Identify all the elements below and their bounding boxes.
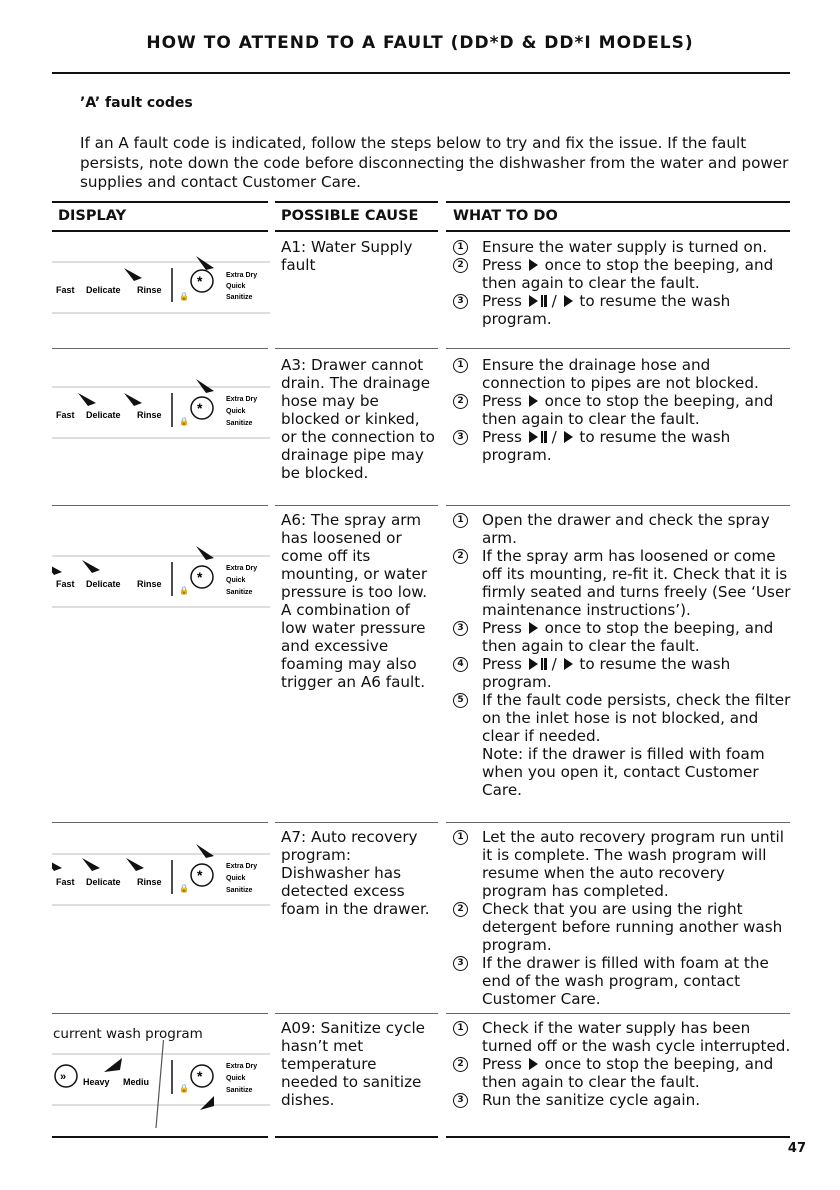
steps-a09 — [453, 1019, 793, 1109]
pause-bar-icon — [544, 431, 547, 443]
step-text: to resume the wash program. — [482, 292, 731, 328]
header-bottom-rule-todo — [446, 230, 790, 232]
step-text: If the drawer is filled with foam at the end of the wash program, contact Customer Care. — [482, 954, 769, 1008]
step-text: Press — [482, 256, 522, 274]
label-rinse: Rinse — [137, 285, 162, 295]
label-extra-dry: Extra Dry — [226, 1063, 258, 1070]
row-divider — [52, 1013, 268, 1014]
step-text: to resume the wash program. — [482, 428, 731, 464]
step-number-badge: 3 — [453, 621, 468, 636]
play-icon — [564, 295, 573, 307]
pause-bar-icon — [544, 295, 547, 307]
row-divider — [446, 822, 790, 823]
step-text: Run the sanitize cycle again. — [482, 1091, 701, 1109]
cause-a7: A7: Auto recovery program: Dishwasher has detected excess foam in the drawer. — [281, 828, 430, 918]
row-divider — [275, 348, 438, 349]
label-delicate: Delicate — [86, 410, 121, 420]
header-todo: WHAT TO DO — [453, 208, 558, 224]
label-rinse: Rinse — [137, 877, 162, 887]
label-fast: Fast — [56, 285, 75, 295]
step-item — [453, 1091, 793, 1109]
lock-icon: 🔒 — [179, 292, 189, 301]
play-icon — [564, 658, 573, 670]
label-heavy: Heavy — [83, 1077, 110, 1087]
pointer-arrow-icon — [196, 546, 214, 560]
table-top-rule-todo — [446, 201, 790, 203]
display-panel-a6 — [52, 542, 270, 632]
step-number-badge: 2 — [453, 394, 468, 409]
header-bottom-rule-display — [52, 230, 268, 232]
pointer-arrow-icon — [196, 379, 214, 393]
label-sanitize: Sanitize — [226, 589, 253, 596]
play-pause-icon — [527, 655, 547, 673]
pause-bar-icon — [541, 295, 544, 307]
step-text: Press — [482, 428, 522, 446]
label-fast: Fast — [56, 579, 75, 589]
step-text: / — [551, 428, 557, 446]
label-fast: Fast — [56, 877, 75, 887]
label-quick: Quick — [226, 1075, 246, 1082]
play-icon — [529, 259, 538, 271]
step-item — [453, 238, 793, 256]
play-icon — [529, 395, 538, 407]
label-sanitize: Sanitize — [226, 420, 253, 427]
lock-icon: 🔒 — [179, 884, 189, 893]
play-icon — [529, 295, 538, 307]
row-divider — [52, 348, 268, 349]
table-bottom-rule — [52, 1136, 268, 1138]
lock-icon: 🔒 — [179, 586, 189, 595]
table-top-rule-cause — [275, 201, 438, 203]
step-text: / — [551, 655, 557, 673]
step-text: If the spray arm has loosened or come off its mounting, re-fit it. Check that it is firmly seated and turns freely (See ‘User maintenance instructions’). — [482, 547, 791, 619]
table-bottom-rule — [446, 1136, 790, 1138]
pointer-arrow-icon — [82, 560, 100, 573]
display-panel-a3 — [52, 373, 270, 463]
svg-text:*: * — [197, 569, 203, 585]
pointer-arrow-icon — [126, 858, 144, 871]
page-title: HOW TO ATTEND TO A FAULT (DD*D & DD*I MODELS) — [146, 33, 694, 53]
row-divider — [52, 822, 268, 823]
pause-bar-icon — [541, 431, 544, 443]
play-icon — [529, 658, 538, 670]
row-divider — [446, 505, 790, 506]
step-number-badge: 3 — [453, 294, 468, 309]
svg-text:*: * — [197, 400, 203, 416]
label-sanitize: Sanitize — [226, 294, 253, 301]
header-display: DISPLAY — [58, 208, 127, 224]
step-item — [453, 428, 793, 464]
step-text: Ensure the water supply is turned on. — [482, 238, 768, 256]
play-icon — [564, 431, 573, 443]
label-fast: Fast — [56, 410, 75, 420]
step-item — [453, 511, 793, 547]
pause-bar-icon — [544, 658, 547, 670]
steps-a1 — [453, 238, 793, 328]
header-cause: POSSIBLE CAUSE — [281, 208, 419, 224]
display-panel-a7 — [52, 840, 270, 930]
step-item — [453, 1019, 793, 1055]
step-number-badge: 2 — [453, 258, 468, 273]
step-number-badge: 3 — [453, 1093, 468, 1108]
svg-text:*: * — [197, 1068, 203, 1084]
step-item — [453, 292, 793, 328]
pause-bar-icon — [541, 658, 544, 670]
row-divider — [52, 505, 268, 506]
svg-text:»: » — [60, 1071, 67, 1083]
label-sanitize: Sanitize — [226, 1087, 253, 1094]
display-panel-a09 — [52, 1040, 270, 1128]
page-number: 47 — [787, 1141, 806, 1156]
cause-a09: A09: Sanitize cycle hasn’t met temperature needed to sanitize dishes. — [281, 1019, 426, 1109]
label-delicate: Delicate — [86, 285, 121, 295]
current-wash-program-label: current wash program — [53, 1026, 203, 1042]
steps-a3 — [453, 356, 793, 464]
label-quick: Quick — [226, 577, 246, 584]
play-pause-icon — [527, 428, 547, 446]
cause-a6: A6: The spray arm has loosened or come off its mounting, or water pressure is too low. A combination of low water pressure and excessive foaming may also trigger an A6 fault. — [281, 511, 428, 691]
step-text: Press — [482, 619, 522, 637]
svg-text:*: * — [197, 273, 203, 289]
step-item — [453, 356, 793, 392]
step-text: Let the auto recovery program run until it is complete. The wash program will resume when the auto recovery program has completed. — [482, 828, 784, 900]
step-text: Ensure the drainage hose and connection to pipes are not blocked. — [482, 356, 759, 392]
pointer-arrow-icon — [124, 393, 142, 406]
play-icon — [529, 431, 538, 443]
table-top-rule-display — [52, 201, 268, 203]
label-extra-dry: Extra Dry — [226, 272, 258, 279]
step-number-badge: 5 — [453, 693, 468, 708]
pointer-arrow-icon — [104, 1058, 122, 1072]
step-item — [453, 954, 793, 1008]
row-divider — [446, 1013, 790, 1014]
step-text: to resume the wash program. — [482, 655, 731, 691]
pointer-arrow-icon — [124, 268, 142, 281]
step-text: once to stop the beeping, and then again to clear the fault. — [482, 619, 774, 655]
step-text: once to stop the beeping, and then again to clear the fault. — [482, 392, 774, 428]
step-text: If the fault code persists, check the filter on the inlet hose is not blocked, and clear if needed. — [482, 691, 791, 745]
label-extra-dry: Extra Dry — [226, 863, 258, 870]
lock-icon: 🔒 — [179, 417, 189, 426]
step-item — [453, 619, 793, 655]
step-number-badge: 3 — [453, 956, 468, 971]
label-quick: Quick — [226, 875, 246, 882]
step-number-badge: 2 — [453, 902, 468, 917]
label-extra-dry: Extra Dry — [226, 396, 258, 403]
steps-a7 — [453, 828, 793, 1008]
row-divider — [275, 822, 438, 823]
step-text: Open the drawer and check the spray arm. — [482, 511, 770, 547]
step-number-badge: 4 — [453, 657, 468, 672]
section-title: ’A’ fault codes — [80, 95, 193, 111]
pointer-arrow-icon — [196, 844, 214, 858]
step-item — [453, 900, 793, 954]
step-text: Press — [482, 392, 522, 410]
row-divider — [446, 348, 790, 349]
step-text: / — [551, 292, 557, 310]
step-item — [453, 691, 793, 799]
step-text: once to stop the beeping, and then again to clear the fault. — [482, 256, 774, 292]
step-item — [453, 655, 793, 691]
label-delicate: Delicate — [86, 579, 121, 589]
pointer-arrow-icon — [196, 256, 214, 270]
display-panel-a1 — [52, 248, 270, 338]
play-icon — [529, 622, 538, 634]
step-number-badge: 1 — [453, 1021, 468, 1036]
step-item — [453, 392, 793, 428]
label-rinse: Rinse — [137, 410, 162, 420]
label-sanitize: Sanitize — [226, 887, 253, 894]
step-number-badge: 2 — [453, 1057, 468, 1072]
intro-paragraph: If an A fault code is indicated, follow the steps below to try and fix the issue. If the fault persists, note down the code before disconnecting the dishwasher from the water and power supplies and contact Customer Care. — [80, 134, 789, 191]
header-bottom-rule-cause — [275, 230, 438, 232]
step-item — [453, 828, 793, 900]
step-number-badge: 1 — [453, 830, 468, 845]
step-item — [453, 1055, 793, 1091]
step-number-badge: 2 — [453, 549, 468, 564]
play-pause-icon — [527, 292, 547, 310]
step-text: Press — [482, 655, 522, 673]
label-quick: Quick — [226, 283, 246, 290]
step-number-badge: 1 — [453, 513, 468, 528]
step-number-badge: 1 — [453, 358, 468, 373]
row-divider — [275, 1013, 438, 1014]
label-medium: Mediu — [123, 1077, 149, 1087]
pointer-arrow-icon — [200, 1096, 214, 1110]
label-extra-dry: Extra Dry — [226, 565, 258, 572]
label-quick: Quick — [226, 408, 246, 415]
step-text: Check that you are using the right detergent before running another wash program. — [482, 900, 783, 954]
lock-icon: 🔒 — [179, 1084, 189, 1093]
pointer-arrow-icon — [82, 858, 100, 871]
step-text: once to stop the beeping, and then again to clear the fault. — [482, 1055, 774, 1091]
cause-a1: A1: Water Supply fault — [281, 238, 413, 274]
pointer-arrow-icon — [52, 562, 62, 575]
svg-text:*: * — [197, 867, 203, 883]
step-text: Press — [482, 1055, 522, 1073]
step-item — [453, 547, 793, 619]
label-rinse: Rinse — [137, 579, 162, 589]
step-number-badge: 1 — [453, 240, 468, 255]
table-bottom-rule — [275, 1136, 438, 1138]
pointer-arrow-icon — [52, 858, 62, 871]
play-icon — [529, 1058, 538, 1070]
step-text: Check if the water supply has been turned off or the wash cycle interrupted. — [482, 1019, 791, 1055]
cause-a3: A3: Drawer cannot drain. The drainage hose may be blocked or kinked, or the connection to drainage pipe may be blocked. — [281, 356, 435, 482]
steps-a6 — [453, 511, 793, 799]
label-delicate: Delicate — [86, 877, 121, 887]
row-divider — [275, 505, 438, 506]
step-text: Press — [482, 292, 522, 310]
pointer-arrow-icon — [78, 393, 96, 406]
step-item — [453, 256, 793, 292]
title-divider — [52, 72, 790, 74]
step-number-badge: 3 — [453, 430, 468, 445]
step-note: Note: if the drawer is filled with foam when you open it, contact Customer Care. — [482, 745, 765, 799]
callout-line — [156, 1040, 164, 1128]
